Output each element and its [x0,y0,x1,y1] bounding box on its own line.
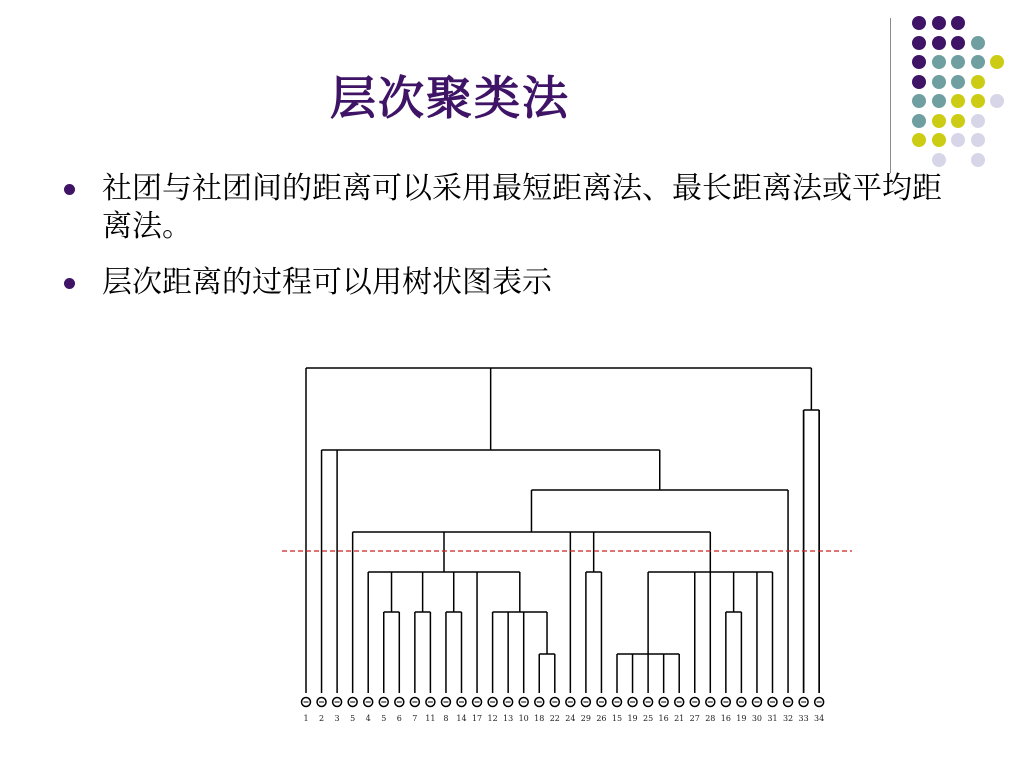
leaf-label: 31 [767,714,778,723]
leaf-label: 19 [627,714,638,723]
leaf-label: 16 [658,714,669,723]
leaf-label: 25 [643,714,654,723]
leaf-label: 5 [381,714,387,723]
leaf-label: 15 [611,714,623,723]
leaf-label: 32 [782,714,794,723]
leaf-label: 19 [736,714,747,723]
leaf-label: 8 [443,714,449,723]
leaf-label: 1 [303,714,309,723]
leaf-label: 26 [596,714,607,723]
leaf-label: 34 [814,714,825,723]
bullet-text: 社团与社团间的距离可以采用最短距离法、最长距离法或平均距离法。 [102,171,942,244]
leaf-label: 7 [412,714,418,723]
leaf-label: 24 [565,714,576,723]
leaf-label: 16 [720,714,731,723]
leaf-label: 11 [425,714,436,723]
leaf-label: 30 [751,714,763,723]
leaf-label: 5 [350,714,356,723]
leaf-label: 22 [549,714,560,723]
slide-title: 层次聚类法 [330,71,570,125]
leaf-label: 17 [471,714,483,723]
leaf-label: 33 [798,714,809,723]
leaf-label: 21 [674,714,685,723]
leaf-label: 13 [503,714,514,723]
leaf-label: 29 [580,714,591,723]
leaf-label: 3 [334,714,340,723]
leaf-label: 4 [365,714,371,723]
leaf-label: 27 [689,714,700,723]
leaf-label: 12 [487,714,498,723]
leaf-label: 6 [396,714,402,723]
leaf-label: 18 [534,714,545,723]
leaf-label: 14 [456,714,467,723]
bullet-text: 层次距离的过程可以用树状图表示 [102,265,552,300]
leaf-label: 10 [518,714,529,723]
leaf-label: 28 [705,714,716,723]
leaf-label: 2 [319,714,325,723]
